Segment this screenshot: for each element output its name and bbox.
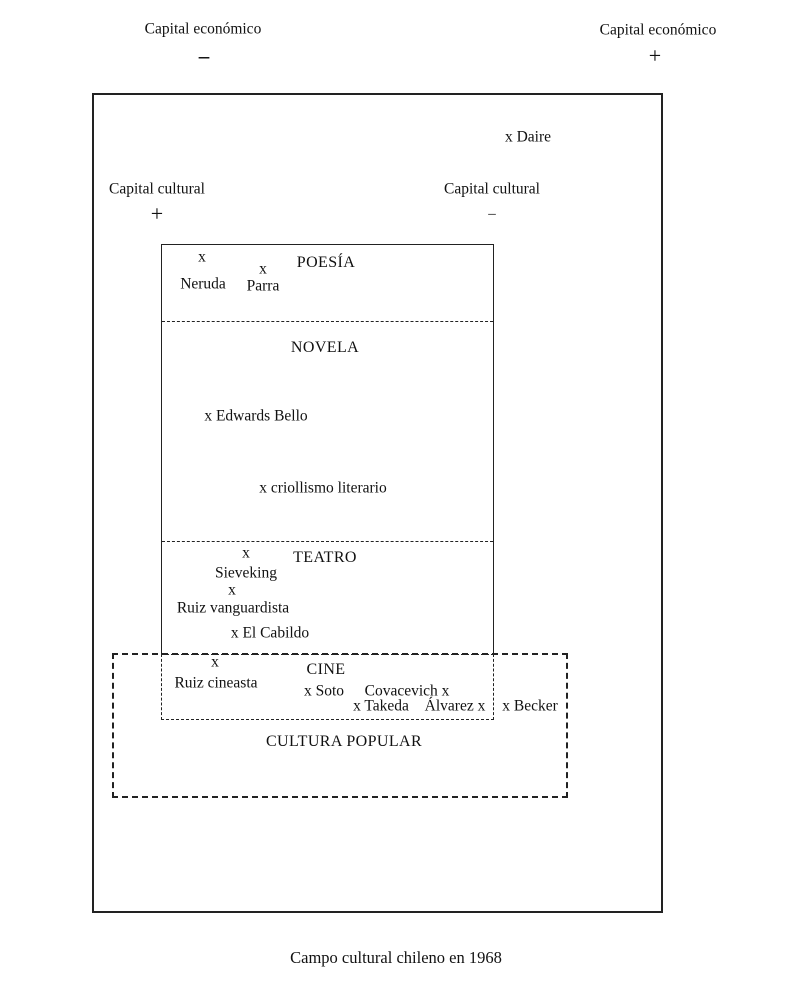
axis-label-economic-capital-left: Capital económico <box>144 20 262 38</box>
axis-sign-economic-plus: + <box>648 42 662 68</box>
section-title-teatro: TEATRO <box>293 549 357 567</box>
axis-sign-cultural-minus: – <box>488 205 496 222</box>
marker-becker: x Becker <box>502 697 558 715</box>
marker-ruiz-cineasta-label: Ruiz cineasta <box>174 674 258 692</box>
diagram-caption: Campo cultural chileno en 1968 <box>290 947 502 967</box>
marker-neruda-x: x <box>198 248 206 266</box>
marker-ruiz-cineasta-x: x <box>211 653 219 671</box>
marker-neruda-label: Neruda <box>180 275 226 293</box>
marker-sieveking-x: x <box>242 544 250 562</box>
marker-soto: x Soto <box>303 682 345 700</box>
axis-label-cultural-capital-right: Capital cultural <box>444 180 540 198</box>
marker-ruiz-vanguardista-x: x <box>228 581 236 599</box>
marker-el-cabildo: x El Cabildo <box>230 624 310 642</box>
separator-poesia-novela <box>162 321 493 322</box>
marker-parra-label: Parra <box>246 277 280 295</box>
section-title-cultura-popular: CULTURA POPULAR <box>265 733 423 751</box>
marker-criollismo-literario: x criollismo literario <box>259 479 387 497</box>
genres-inner-box <box>161 244 494 655</box>
axis-label-cultural-capital-left: Capital cultural <box>109 180 205 198</box>
separator-novela-teatro <box>162 541 493 542</box>
marker-sieveking-label: Sieveking <box>215 564 277 582</box>
marker-edwards-bello: x Edwards Bello <box>204 407 308 425</box>
axis-sign-economic-minus: – <box>198 43 210 68</box>
marker-alvarez: Álvarez x <box>424 697 486 715</box>
marker-takeda: x Takeda <box>353 697 409 715</box>
marker-covacevich: Covacevich x <box>364 682 450 700</box>
section-title-novela: NOVELA <box>290 339 360 357</box>
marker-daire: x Daire <box>504 128 552 146</box>
marker-ruiz-vanguardista-label: Ruiz vanguardista <box>176 599 290 617</box>
axis-label-economic-capital-right: Capital económico <box>599 21 717 39</box>
axis-sign-cultural-plus: + <box>150 200 164 226</box>
marker-parra-x: x <box>259 260 267 278</box>
section-title-cine: CINE <box>306 661 346 679</box>
section-title-poesia: POESÍA <box>296 254 356 272</box>
